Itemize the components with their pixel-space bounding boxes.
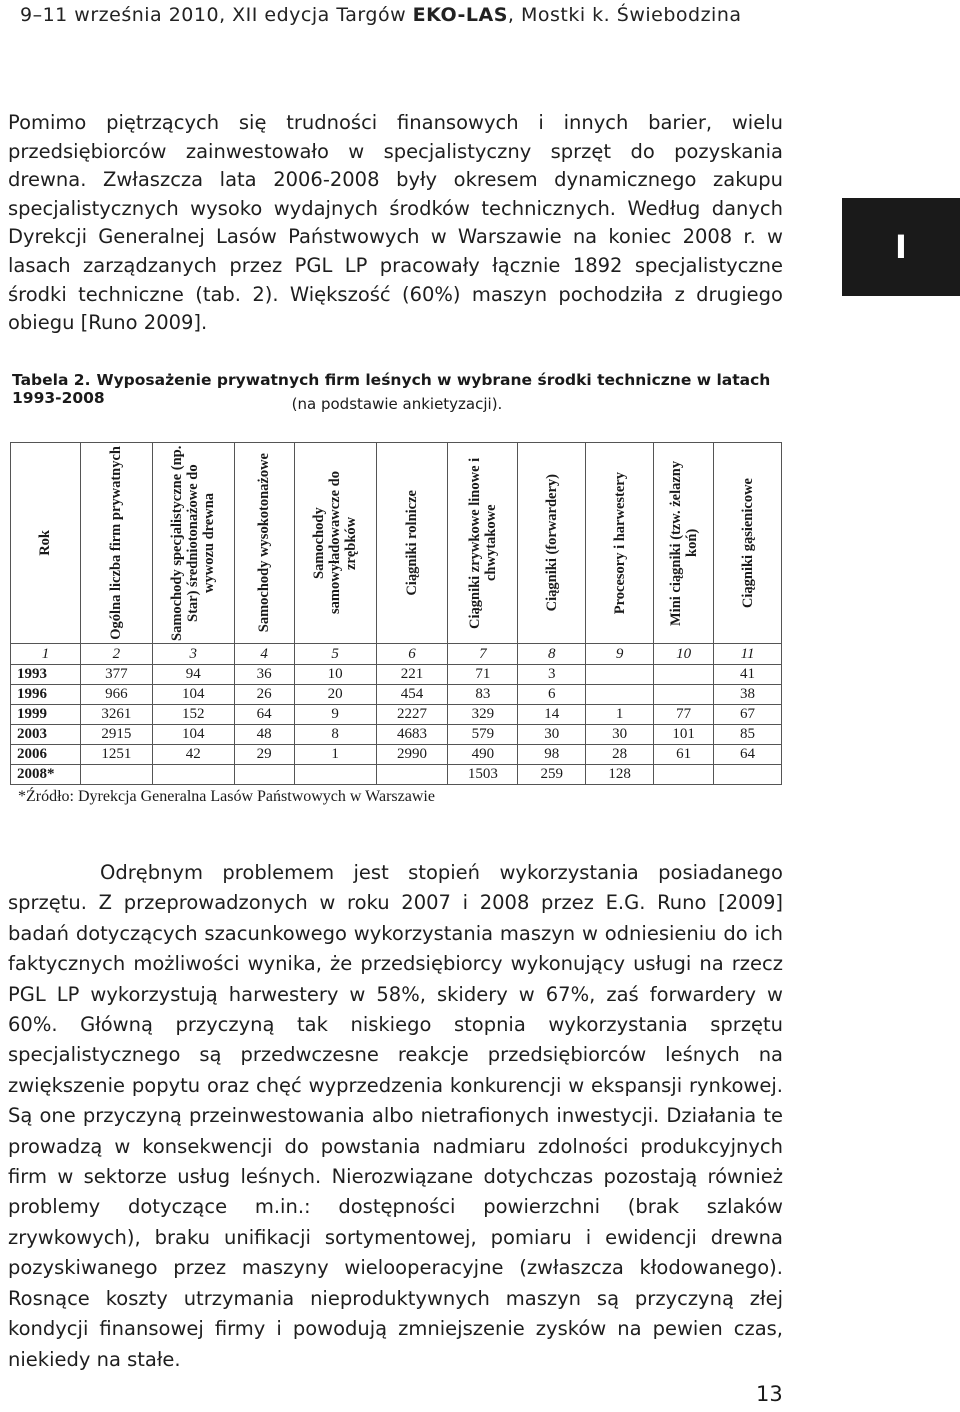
table-cell: 3261: [80, 705, 152, 725]
table-cell: [586, 685, 654, 705]
table-cell: 221: [376, 665, 448, 685]
year-cell: 1993: [11, 665, 81, 685]
table-row: [11, 665, 782, 685]
column-number: 8: [518, 644, 586, 665]
table-cell: 61: [654, 745, 714, 765]
column-header-label: Ciągniki rolnicze: [403, 490, 420, 596]
table-cell: 41: [714, 665, 782, 685]
table-cell: 9: [294, 705, 376, 725]
table-cell: [586, 665, 654, 685]
table-cell: 2915: [80, 725, 152, 745]
column-header: [234, 443, 294, 644]
intro-paragraph: Pomimo piętrzących się trudności finansowych i innych barier, wielu przedsiębiorców zainwestowało w specjalistyczny sprzęt do pozyskania drewna. Zwłaszcza lata 2006-2008 były okresem dynamicznego zakupu specjalistycznych wysoko wydajnych środków technicznych. Według danych Dyrekcji Generalnej Lasów Państwowych w Warszawie na koniec 2008 r. w lasach zarządzanych przez PGL LP pracowały łącznie 1892 specjalistyczne środki techniczne (tab. 2). Większość (60%) maszyn pochodziła z drugiego obiegu [Runo 2009].: [8, 111, 783, 335]
table-cell: 101: [654, 725, 714, 745]
table-cell: [654, 665, 714, 685]
table-cell: 71: [448, 665, 518, 685]
table-cell: [376, 765, 448, 785]
table-cell: 42: [152, 745, 234, 765]
table-cell: [714, 765, 782, 785]
table-cell: [654, 765, 714, 785]
table-cell: 83: [448, 685, 518, 705]
column-number: 7: [448, 644, 518, 665]
table-cell: 30: [518, 725, 586, 745]
table-row: [11, 745, 782, 765]
table-cell: 1: [586, 705, 654, 725]
year-cell: 2008*: [11, 765, 81, 785]
column-header: [654, 443, 714, 644]
table-cell: 64: [234, 705, 294, 725]
table-cell: 94: [152, 665, 234, 685]
year-cell: 2003: [11, 725, 81, 745]
table-source-note: *Źródło: Dyrekcja Generalna Lasów Państwowych w Warszawie: [18, 788, 435, 805]
column-header: [586, 443, 654, 644]
table-cell: 966: [80, 685, 152, 705]
page-number: 13: [756, 1382, 783, 1406]
table-cell: 1: [294, 745, 376, 765]
table-cell: 1251: [80, 745, 152, 765]
table-cell: [654, 685, 714, 705]
table-cell: 29: [234, 745, 294, 765]
equipment-table: [10, 442, 782, 785]
table-cell: 2990: [376, 745, 448, 765]
table-cell: 454: [376, 685, 448, 705]
column-header: [518, 443, 586, 644]
column-number: 4: [234, 644, 294, 665]
header-brand: EKO-LAS: [412, 4, 508, 26]
table-cell: 152: [152, 705, 234, 725]
table-cell: 28: [586, 745, 654, 765]
table-cell: 48: [234, 725, 294, 745]
column-header: [80, 443, 152, 644]
table-row: [11, 725, 782, 745]
table-cell: 4683: [376, 725, 448, 745]
column-header-label: Samochody specjalistyczne (np. Star) średniotonażowe do wywozu drewna: [169, 445, 218, 641]
column-header-label: Samochody wysokotonażowe: [256, 453, 273, 633]
table-cell: 329: [448, 705, 518, 725]
table-row: [11, 705, 782, 725]
table-cell: 3: [518, 665, 586, 685]
column-header: [152, 443, 234, 644]
column-number: 6: [376, 644, 448, 665]
section-tab-marker: I: [842, 198, 960, 296]
column-number: 11: [714, 644, 782, 665]
column-header: [376, 443, 448, 644]
table-cell: 30: [586, 725, 654, 745]
column-header: [448, 443, 518, 644]
table-body: [11, 644, 782, 785]
header-suffix: , Mostki k. Świebodzina: [507, 4, 742, 26]
column-number: 1: [11, 644, 81, 665]
table-cell: 259: [518, 765, 586, 785]
year-cell: 1999: [11, 705, 81, 725]
year-cell: 2006: [11, 745, 81, 765]
table-cell: 98: [518, 745, 586, 765]
table-caption-title: Wyposażenie prywatnych firm leśnych w wybrane środki techniczne w latach 1993-2008: [12, 371, 771, 407]
table-cell: 104: [152, 685, 234, 705]
column-header-label: Procesory i harwestery: [611, 471, 628, 615]
table-cell: 128: [586, 765, 654, 785]
table-header-row: [11, 443, 782, 644]
table-caption-subtitle: (na podstawie ankietyzacji).: [291, 395, 503, 413]
table-cell: 377: [80, 665, 152, 685]
column-number: 5: [294, 644, 376, 665]
table-cell: 14: [518, 705, 586, 725]
table-cell: 38: [714, 685, 782, 705]
table-cell: 77: [654, 705, 714, 725]
column-number: 10: [654, 644, 714, 665]
column-number-row: [11, 644, 782, 665]
column-number: 3: [152, 644, 234, 665]
body-paragraph: [8, 858, 783, 1375]
column-header-label: Rok: [37, 530, 54, 556]
table-cell: 8: [294, 725, 376, 745]
table-cell: 36: [234, 665, 294, 685]
table-cell: [294, 765, 376, 785]
table-cell: [234, 765, 294, 785]
column-header-label: Ogólna liczba firm prywatnych: [108, 446, 125, 640]
table-cell: 67: [714, 705, 782, 725]
column-header-label: Ciągniki zrywkowe linowe i chwytakowe: [466, 457, 499, 629]
column-number: 2: [80, 644, 152, 665]
table-caption-label: Tabela 2.: [12, 371, 91, 389]
column-header: [294, 443, 376, 644]
table-cell: 104: [152, 725, 234, 745]
table-cell: 26: [234, 685, 294, 705]
column-header-label: Ciągniki (forwardery): [543, 474, 560, 612]
table-cell: 490: [448, 745, 518, 765]
table-cell: 10: [294, 665, 376, 685]
table-cell: 64: [714, 745, 782, 765]
table-cell: [80, 765, 152, 785]
body-paragraph-text: Odrębnym problemem jest stopień wykorzystania posiadanego sprzętu. Z przeprowadzonych w roku 2007 i 2008 przez E.G. Runo [2009] badań dotyczących szacunkowego wykorzystania maszyn w odniesieniu do ich faktycznych możliwości wynika, że przedsiębiorcy wykonujący usługi na rzecz PGL LP wykorzystują harwestery w 58%, skidery w 67%, zaś forwardery w 60%. Główną przyczyną tak niskiego stopnia wykorzystania sprzętu specjalistycznego są przedwczesne reakcje przedsiębiorców leśnych na zwiększenie popytu oraz chęć wyprzedzenia konkurencji w ekspansji rynkowej. Są one przyczyną przeinwestowania albo nietrafionych inwestycji. Działania te prowadzą w konsekwencji do powstania nadmiaru zdolności produkcyjnych firm w sektorze usług leśnych. Nierozwiązane dotychczas pozostają również problemy dotyczące m.in.: dostępności powierzchni (brak szlaków zrywkowych), braku unifikacji sortymentowej, pomiaru i ewidencji drewna pozyskiwanego przez maszyny wielooperacyjne (zwłaszcza kłodowanego). Rosnące koszty utrzymania nieproduktywnych maszyn są przyczyną złej kondycji finansowej firmy i powodują zmniejszenie zysków na pewien czas, niekiedy na stałe.: [8, 861, 783, 1371]
column-header-label: Ciągniki gąsienicowe: [739, 477, 756, 609]
column-header: [714, 443, 782, 644]
column-header-label: Samochody samowyładowawcze do zrębków: [311, 471, 360, 615]
table-cell: 1503: [448, 765, 518, 785]
table-row: [11, 765, 782, 785]
column-header: [11, 443, 81, 644]
table-cell: 6: [518, 685, 586, 705]
table-cell: 20: [294, 685, 376, 705]
column-number: 9: [586, 644, 654, 665]
column-header-label: Mini ciągniki (tzw. żelazny koń): [667, 460, 700, 626]
table-cell: [152, 765, 234, 785]
header-prefix: 9–11 września 2010, XII edycja Targów: [20, 4, 413, 26]
running-header: [20, 4, 742, 26]
table-cell: 2227: [376, 705, 448, 725]
table-cell: 85: [714, 725, 782, 745]
table-row: [11, 685, 782, 705]
table-cell: 579: [448, 725, 518, 745]
year-cell: 1996: [11, 685, 81, 705]
